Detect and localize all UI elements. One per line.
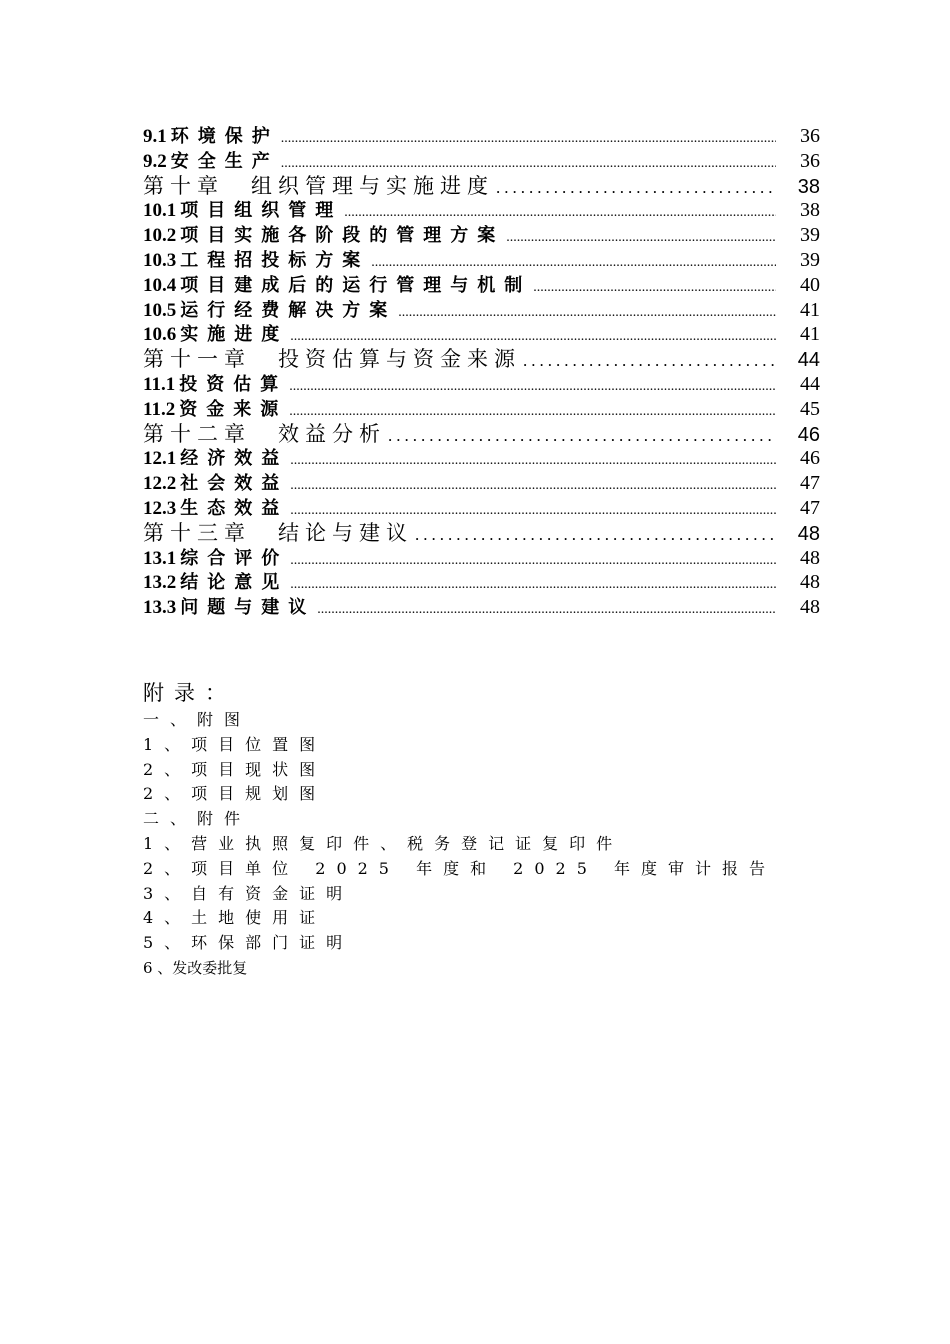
appendix-item: 1、项目位置图 <box>143 734 327 754</box>
toc-page-number: 48 <box>800 596 820 619</box>
appendix-item: 6 、发改委批复 <box>143 958 248 977</box>
appendix-title: 附录： <box>143 681 236 705</box>
toc-page-number: 41 <box>800 298 820 321</box>
toc-chapter-row[interactable] <box>143 347 820 372</box>
toc-section-number: 12.2 <box>143 473 177 495</box>
toc-page-number: 36 <box>800 149 820 172</box>
toc-page-number: 48 <box>797 522 820 545</box>
toc-section-row[interactable] <box>143 198 820 223</box>
toc-dot-leader <box>290 474 776 496</box>
toc-page-number: 44 <box>800 372 820 395</box>
toc-section-title: 项目建成后的运行管理与机制 <box>180 274 532 296</box>
toc-section-number: 10.3 <box>143 249 177 271</box>
toc-dot-leader <box>281 152 776 174</box>
toc-section-row[interactable] <box>143 322 820 347</box>
toc-page-number: 47 <box>800 472 820 495</box>
toc-section-title: 经济效益 <box>180 448 289 470</box>
toc-page-number: 40 <box>800 273 820 296</box>
toc-section-row[interactable] <box>143 248 820 273</box>
toc-dot-leader <box>281 127 776 149</box>
toc-dot-leader <box>506 226 776 248</box>
toc-section-title: 实施进度 <box>180 324 289 346</box>
appendix-item: 2、项目现状图 <box>143 759 327 779</box>
toc-section-title: 综合评价 <box>180 547 289 569</box>
toc-dot-leader <box>289 400 776 422</box>
toc-section-title: 环境保护 <box>170 126 279 147</box>
toc-dot-leader <box>415 523 776 546</box>
toc-section-number: 9.1 <box>143 126 167 147</box>
toc-page-number: 36 <box>800 125 820 147</box>
toc-section-title: 安全生产 <box>170 150 279 172</box>
toc-page-number: 39 <box>800 224 820 247</box>
toc-section-number: 10.5 <box>143 299 177 321</box>
toc-page-number: 46 <box>800 447 820 470</box>
toc-section-row[interactable] <box>143 471 820 496</box>
appendix-item: 1、营业执照复印件、税务登记证复印件 <box>143 833 624 853</box>
toc-chapter-title: 第十二章 效益分析 <box>143 421 386 446</box>
toc-section-number: 10.1 <box>143 200 177 222</box>
toc-page-number: 38 <box>800 199 820 222</box>
toc-section-title: 结论意见 <box>180 572 289 594</box>
appendix-item: 4、土地使用证 <box>143 908 327 928</box>
toc-dot-leader <box>344 201 776 223</box>
appendix-section <box>143 678 843 981</box>
toc-section-row[interactable] <box>143 397 820 422</box>
toc-page-number: 39 <box>800 248 820 271</box>
toc-chapter-row[interactable] <box>143 521 820 546</box>
toc-section-title: 生态效益 <box>180 497 289 519</box>
appendix-item: 2、项目单位 2025 年度和 2025 年度审计报告 <box>143 858 776 878</box>
toc-section-row[interactable] <box>143 570 820 595</box>
appendix-item: 5、环保部门证明 <box>143 933 354 953</box>
toc-chapter-title: 第十三章 结论与建议 <box>143 520 413 545</box>
toc-dot-leader <box>371 251 776 273</box>
toc-dot-leader <box>290 325 776 347</box>
toc-section-number: 10.6 <box>143 324 177 346</box>
toc-section-title: 工程招投标方案 <box>180 249 370 271</box>
toc-section-title: 项目组织管理 <box>180 200 343 222</box>
toc-section-title: 问题与建议 <box>180 597 316 619</box>
toc-page-number: 48 <box>800 546 820 569</box>
toc-section-row[interactable] <box>143 496 820 521</box>
appendix-list <box>143 708 843 981</box>
toc-section-row[interactable] <box>143 298 820 323</box>
toc-section-row[interactable] <box>143 149 820 174</box>
toc-dot-leader <box>290 549 776 571</box>
toc-section-row[interactable] <box>143 273 820 298</box>
toc-page-number: 46 <box>797 423 820 446</box>
toc-section-number: 13.3 <box>143 597 177 619</box>
toc-page-number: 44 <box>797 349 820 372</box>
appendix-item: 二、附件 <box>143 809 252 829</box>
toc-chapter-row[interactable] <box>143 422 820 447</box>
toc-section-title: 投资估算 <box>179 373 288 395</box>
toc-section-row[interactable] <box>143 595 820 620</box>
toc-dot-leader <box>398 301 776 323</box>
toc-page-number: 48 <box>800 571 820 594</box>
toc-dot-leader <box>290 499 776 521</box>
appendix-item: 一、附图 <box>143 710 252 729</box>
toc-section-title: 资金来源 <box>179 398 288 420</box>
toc-section-row[interactable] <box>143 124 820 149</box>
toc-chapter-row[interactable] <box>143 174 820 199</box>
toc-dot-leader <box>388 424 776 447</box>
toc-chapter-title: 第十章 组织管理与实施进度 <box>143 173 494 198</box>
toc-section-row[interactable] <box>143 546 820 571</box>
toc-section-number: 12.3 <box>143 497 177 519</box>
toc-dot-leader <box>290 449 776 471</box>
toc-dot-leader <box>496 176 776 199</box>
toc-dot-leader <box>289 375 776 397</box>
toc-dot-leader <box>290 573 776 595</box>
toc-dot-leader <box>523 349 776 372</box>
appendix-item: 3、自有资金证明 <box>143 883 354 903</box>
toc-chapter-title: 第十一章 投资估算与资金来源 <box>143 347 521 372</box>
toc-section-number: 11.1 <box>143 373 176 395</box>
toc-dot-leader <box>533 276 776 298</box>
toc-section-title: 运行经费解决方案 <box>180 299 397 321</box>
toc-section-number: 10.2 <box>143 225 177 247</box>
toc-page-number: 45 <box>800 397 820 420</box>
toc-page-number: 38 <box>797 175 820 198</box>
toc-section-row[interactable] <box>143 372 820 397</box>
appendix-item: 2、项目规划图 <box>143 784 327 804</box>
table-of-contents <box>143 124 820 620</box>
toc-page-number: 47 <box>800 496 820 519</box>
toc-section-row[interactable] <box>143 223 820 248</box>
toc-section-number: 11.2 <box>143 398 176 420</box>
toc-page-number: 41 <box>800 323 820 346</box>
toc-dot-leader <box>317 598 776 620</box>
toc-section-number: 12.1 <box>143 448 177 470</box>
toc-section-number: 13.1 <box>143 547 177 569</box>
toc-section-row[interactable] <box>143 446 820 471</box>
toc-section-number: 13.2 <box>143 572 177 594</box>
toc-section-number: 10.4 <box>143 274 177 296</box>
toc-section-title: 项目实施各阶段的管理方案 <box>180 225 505 247</box>
toc-section-number: 9.2 <box>143 150 167 172</box>
toc-section-title: 社会效益 <box>180 473 289 495</box>
